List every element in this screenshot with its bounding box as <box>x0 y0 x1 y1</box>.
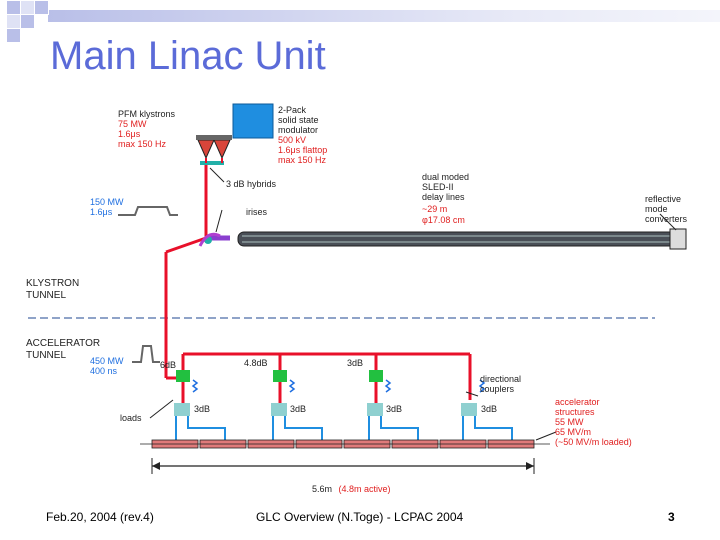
label-hybrid-3db-1: 3dB <box>194 404 211 414</box>
label-reflective-mode-converters: reflective mode converters <box>645 194 688 224</box>
label-hybrid-3db-2: 3dB <box>290 404 307 414</box>
label-hybrid-3db-3: 3dB <box>386 404 403 414</box>
output-pulse-shape <box>132 346 160 362</box>
footer-date: Feb.20, 2004 (rev.4) <box>46 510 154 524</box>
slide-title: Main Linac Unit <box>50 34 326 78</box>
label-modulator: 2-Pack solid state modulator 500 kV 1.6μs flattop max 150 Hz <box>278 105 328 165</box>
input-pulse-shape <box>118 207 178 215</box>
label-splitter-3db: 3dB <box>347 358 364 368</box>
label-length: 5.6m (4.8m active) <box>312 484 391 494</box>
klystron-right <box>214 140 230 158</box>
label-splitter-6db: 6dB <box>160 360 177 370</box>
label-loads: loads <box>120 413 142 423</box>
hybrid-3db-2 <box>271 403 287 416</box>
delay-line-pipe <box>238 232 680 246</box>
mode-converter <box>670 229 686 249</box>
label-splitter-4-8db: 4.8dB <box>244 358 268 368</box>
label-delay-lines: dual moded SLED-II delay lines ~29 m φ17.08 cm <box>422 172 470 225</box>
label-input-pulse: 150 MW 1.6μs <box>90 197 124 217</box>
label-hybrid-3db-4: 3dB <box>481 404 498 414</box>
label-pfm-klystrons: PFM klystrons 75 MW 1.6μs max 150 Hz <box>118 109 176 149</box>
splitter-4-8db <box>273 370 287 382</box>
label-output-pulse: 450 MW 400 ns <box>90 356 124 376</box>
hybrid-3db-1 <box>174 403 190 416</box>
klystron-base <box>196 135 232 140</box>
label-3db-hybrids: 3 dB hybrids <box>226 179 277 189</box>
label-accelerator-structures: accelerator structures 55 MW 65 MV/m (~50 MV/m loaded) <box>555 397 632 447</box>
label-klystron-tunnel: KLYSTRON TUNNEL <box>26 278 80 301</box>
label-irises: irises <box>246 207 268 217</box>
splitter-6db <box>176 370 190 382</box>
klystron-left <box>198 140 214 158</box>
label-directional-couplers: directional couplers <box>480 374 522 394</box>
footer-title: GLC Overview (N.Toge) - LCPAC 2004 <box>256 510 464 524</box>
label-accelerator-tunnel: ACCELERATOR TUNNEL <box>26 338 101 361</box>
page-number: 3 <box>668 510 675 524</box>
hybrid-3db-4 <box>461 403 477 416</box>
hybrid-3db-3 <box>367 403 383 416</box>
splitter-3db <box>369 370 383 382</box>
modulator-box <box>233 104 273 138</box>
